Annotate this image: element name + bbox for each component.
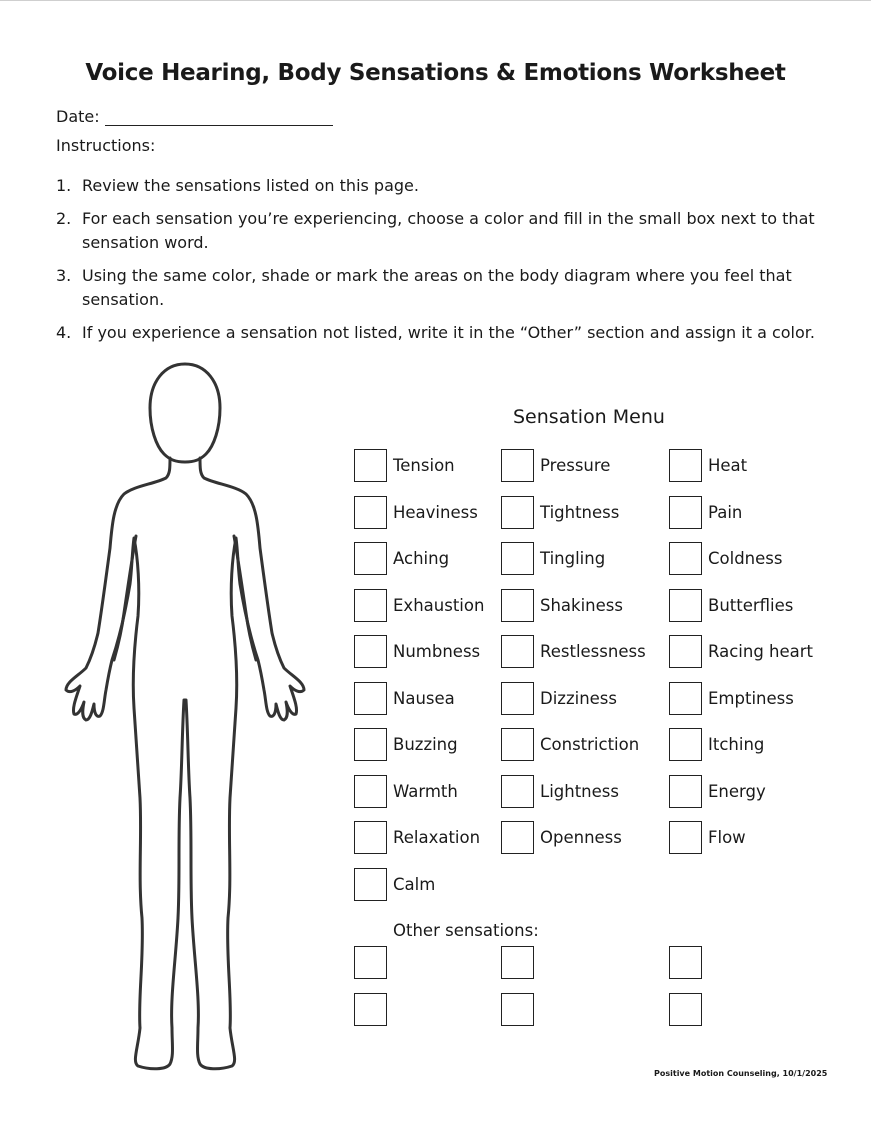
color-fill-box[interactable] — [669, 635, 702, 668]
color-fill-box[interactable] — [354, 589, 387, 622]
instruction-step — [56, 207, 836, 255]
sensation-label: Coldness — [708, 549, 783, 568]
color-fill-box[interactable] — [354, 728, 387, 761]
sensation-label: Aching — [393, 549, 450, 568]
color-fill-box[interactable] — [354, 542, 387, 575]
color-fill-box[interactable] — [501, 775, 534, 808]
sensation-label: Tingling — [540, 549, 606, 568]
sensation-label: Exhaustion — [393, 596, 485, 615]
step-text: For each sensation you’re experiencing, choose a color and fill in the small box next to that sensation word. — [82, 209, 815, 252]
sensation-label: Itching — [708, 735, 765, 754]
color-fill-box[interactable] — [354, 496, 387, 529]
sensation-label: Nausea — [393, 689, 455, 708]
worksheet-title: Voice Hearing, Body Sensations & Emotions Worksheet — [85, 60, 786, 86]
sensation-label: Energy — [708, 782, 766, 801]
page-top-border — [0, 0, 871, 1]
step-text: If you experience a sensation not listed, write it in the “Other” section and assign it a color. — [82, 323, 815, 342]
sensation-label: Heat — [708, 456, 748, 475]
color-fill-box[interactable] — [501, 821, 534, 854]
date-row — [56, 107, 333, 126]
sensation-label: Butterflies — [708, 596, 794, 615]
color-fill-box[interactable] — [354, 635, 387, 668]
sensation-label: Emptiness — [708, 689, 794, 708]
other-sensations-label: Other sensations: — [393, 921, 539, 940]
instruction-step — [56, 264, 836, 312]
color-fill-box[interactable] — [669, 821, 702, 854]
sensation-label: Warmth — [393, 782, 458, 801]
color-fill-box[interactable] — [669, 589, 702, 622]
sensation-label: Flow — [708, 828, 746, 847]
body-left-inner-arm — [114, 536, 136, 660]
sensation-label: Pain — [708, 503, 743, 522]
sensation-label: Restlessness — [540, 642, 646, 661]
color-fill-box[interactable] — [669, 496, 702, 529]
color-fill-box[interactable] — [669, 775, 702, 808]
color-fill-box[interactable] — [669, 542, 702, 575]
color-fill-box[interactable] — [669, 728, 702, 761]
color-fill-box[interactable] — [354, 821, 387, 854]
other-color-box[interactable] — [501, 946, 534, 979]
footer-credit: Positive Motion Counseling, 10/1/2025 — [654, 1069, 828, 1078]
color-fill-box[interactable] — [669, 682, 702, 715]
color-fill-box[interactable] — [354, 682, 387, 715]
sensation-label: Dizziness — [540, 689, 617, 708]
sensation-label: Tightness — [540, 503, 620, 522]
other-color-box[interactable] — [669, 993, 702, 1026]
step-number: 1. — [56, 176, 72, 195]
other-color-box[interactable] — [354, 946, 387, 979]
other-color-box[interactable] — [501, 993, 534, 1026]
color-fill-box[interactable] — [354, 449, 387, 482]
instruction-steps — [56, 174, 836, 354]
color-fill-box[interactable] — [354, 775, 387, 808]
other-color-box[interactable] — [669, 946, 702, 979]
sensation-menu-title: Sensation Menu — [513, 406, 665, 428]
color-fill-box[interactable] — [354, 868, 387, 901]
body-head-outline — [150, 364, 220, 462]
step-number: 3. — [56, 266, 72, 285]
sensation-label: Shakiness — [540, 596, 623, 615]
step-number: 4. — [56, 323, 72, 342]
sensation-label: Buzzing — [393, 735, 458, 754]
color-fill-box[interactable] — [501, 728, 534, 761]
sensation-label: Relaxation — [393, 828, 481, 847]
color-fill-box[interactable] — [501, 449, 534, 482]
sensation-label: Pressure — [540, 456, 611, 475]
step-text: Using the same color, shade or mark the areas on the body diagram where you feel that sensation. — [82, 266, 792, 309]
sensation-label: Lightness — [540, 782, 619, 801]
color-fill-box[interactable] — [501, 589, 534, 622]
sensation-label: Heaviness — [393, 503, 478, 522]
color-fill-box[interactable] — [501, 496, 534, 529]
sensation-label: Calm — [393, 875, 436, 894]
sensation-label: Racing heart — [708, 642, 814, 661]
instruction-step — [56, 321, 836, 345]
sensation-label: Openness — [540, 828, 622, 847]
body-right-inner-arm — [234, 536, 256, 660]
body-silhouette-outline — [66, 458, 304, 1069]
date-blank-line[interactable] — [105, 107, 333, 126]
color-fill-box[interactable] — [501, 682, 534, 715]
instruction-step — [56, 174, 836, 198]
sensation-label: Numbness — [393, 642, 481, 661]
sensation-label: Tension — [393, 456, 455, 475]
body-outline-diagram[interactable] — [52, 358, 322, 1078]
color-fill-box[interactable] — [501, 542, 534, 575]
sensation-label: Constriction — [540, 735, 640, 754]
color-fill-box[interactable] — [669, 449, 702, 482]
color-fill-box[interactable] — [501, 635, 534, 668]
date-label: Date: — [56, 107, 100, 126]
instructions-label: Instructions: — [56, 136, 156, 155]
other-color-box[interactable] — [354, 993, 387, 1026]
step-number: 2. — [56, 209, 72, 228]
step-text: Review the sensations listed on this page. — [82, 176, 419, 195]
